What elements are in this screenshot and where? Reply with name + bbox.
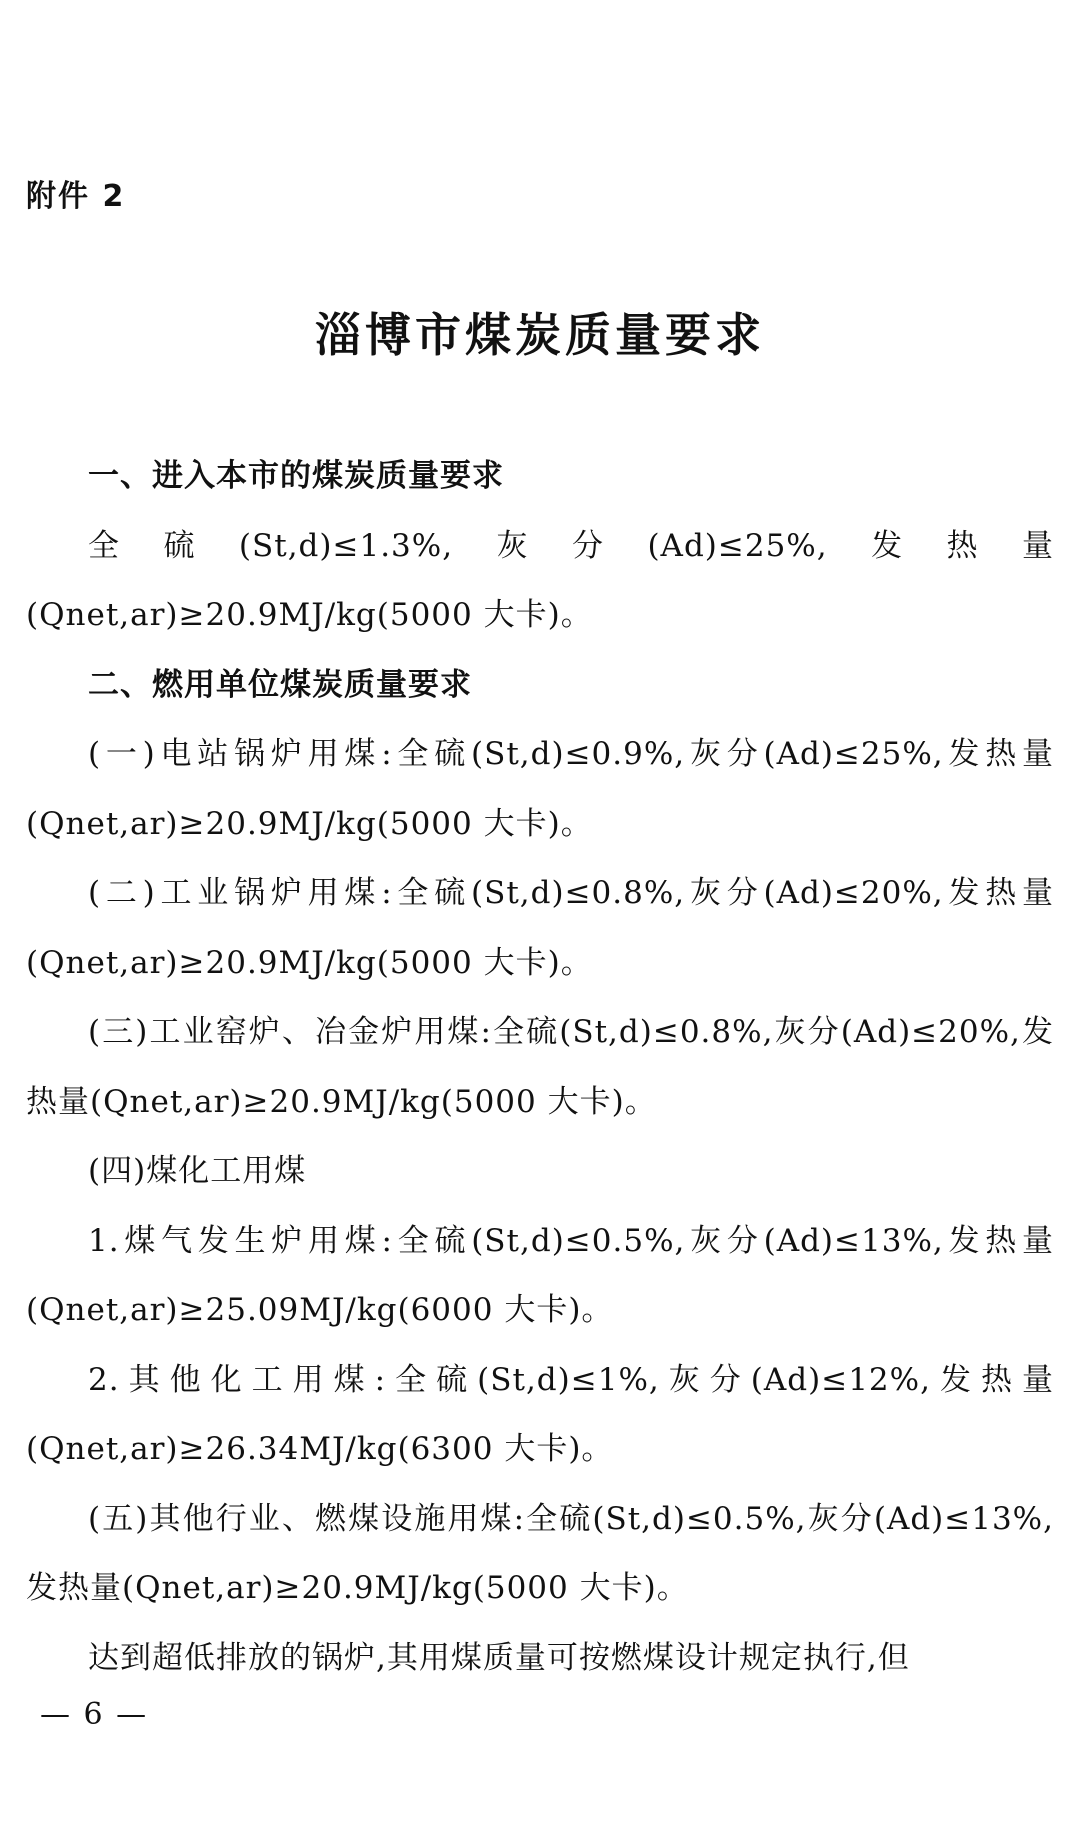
- paragraph-power-station: (一)电站锅炉用煤:全硫(St,d)≤0.9%,灰分(Ad)≤25%,发热量(Qnet,ar)≥20.9MJ/kg(5000 大卡)。: [26, 736, 1054, 842]
- page-number: — 6 —: [40, 1697, 149, 1732]
- document-body: [26, 442, 1054, 1693]
- paragraph-other-industries: (五)其他行业、燃煤设施用煤:全硫(St,d)≤0.5%,灰分(Ad)≤13%,发热量(Qnet,ar)≥20.9MJ/kg(5000 大卡)。: [26, 1500, 1054, 1606]
- paragraph-coal-chemical: (四)煤化工用煤: [88, 1153, 307, 1189]
- document-title: 淄博市煤炭质量要求: [315, 308, 765, 362]
- paragraph-other-chemical: 2.其他化工用煤:全硫(St,d)≤1%,灰分(Ad)≤12%,发热量(Qnet,ar)≥26.34MJ/kg(6300 大卡)。: [26, 1361, 1054, 1467]
- attachment-label: 附件 2: [26, 179, 126, 214]
- paragraph-gas-generator: 1.煤气发生炉用煤:全硫(St,d)≤0.5%,灰分(Ad)≤13%,发热量(Qnet,ar)≥25.09MJ/kg(6000 大卡)。: [26, 1222, 1054, 1328]
- paragraph-kiln-metallurgy: (三)工业窑炉、冶金炉用煤:全硫(St,d)≤0.8%,灰分(Ad)≤20%,发热量(Qnet,ar)≥20.9MJ/kg(5000 大卡)。: [26, 1014, 1054, 1120]
- section-heading-1: 一、进入本市的煤炭质量要求: [88, 458, 504, 494]
- paragraph-ultra-low-emission: 达到超低排放的锅炉,其用煤质量可按燃煤设计规定执行,但: [88, 1639, 910, 1676]
- paragraph-entry-requirements: 全硫(St,d)≤1.3%,灰分(Ad)≤25%,发热量(Qnet,ar)≥20.9MJ/kg(5000 大卡)。: [26, 527, 1054, 633]
- paragraph-industrial-boiler: (二)工业锅炉用煤:全硫(St,d)≤0.8%,灰分(Ad)≤20%,发热量(Qnet,ar)≥20.9MJ/kg(5000 大卡)。: [26, 875, 1054, 981]
- section-heading-2: 二、燃用单位煤炭质量要求: [88, 666, 472, 703]
